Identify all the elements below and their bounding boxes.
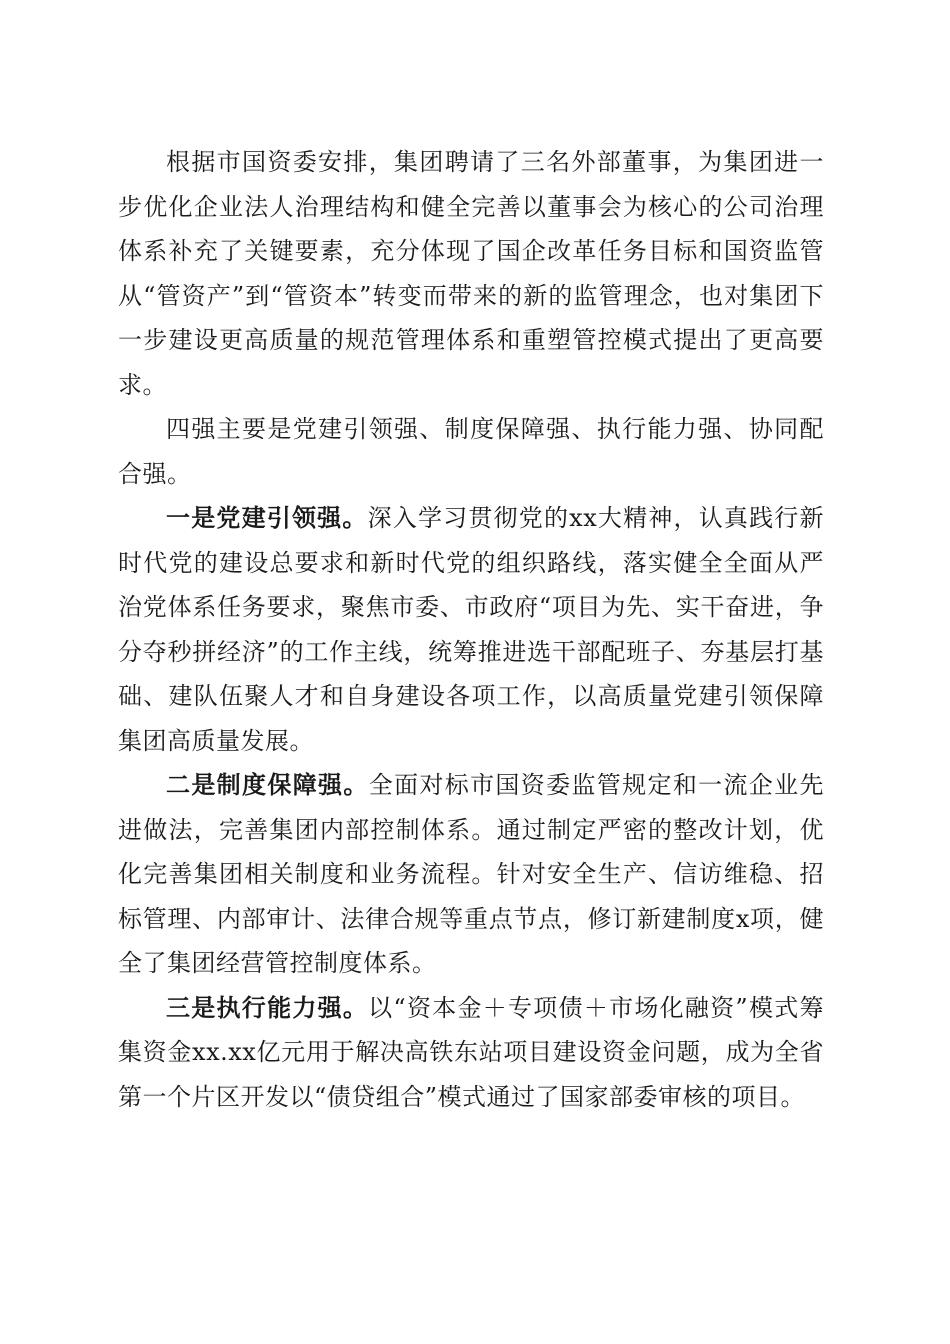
paragraph-party-building	[118, 496, 824, 763]
paragraph-text: 深入学习贯彻党的xx大精神，认真践行新时代党的建设总要求和新时代党的组织路线，落实健全全面从严治党体系任务要求，聚焦市委、市政府“项目为先、实干奋进，争分夺秒拼经济”的工作主线，统筹推进选干部配班子、夯基层打基础、建队伍聚人才和自身建设各项工作，以高质量党建引领保障集团高质量发展。	[118, 504, 824, 755]
paragraph-four-strengths-summary	[118, 407, 824, 496]
paragraph-lead: 三是执行能力强。	[166, 992, 369, 1022]
paragraph-execution-capability	[118, 986, 824, 1120]
paragraph-institutional-guarantee	[118, 763, 824, 986]
paragraph-lead: 一是党建引领强。	[166, 503, 368, 532]
paragraph-text: 全面对标市国资委监管规定和一流企业先进做法，完善集团内部控制体系。通过制定严密的整改计划，优化完善集团相关制度和业务流程。针对安全生产、信访维稳、招标管理、内部审计、法律合规等重点节点，修订新建制度x项，健全了集团经营管控制度体系。	[118, 771, 825, 977]
document-body	[118, 140, 824, 1119]
paragraph-text: 根据市国资委安排，集团聘请了三名外部董事，为集团进一步优化企业法人治理结构和健全完善以董事会为核心的公司治理体系补充了关键要素，充分体现了国企改革任务目标和国资监管从“管资产”到“管资本”转变而带来的新的监管理念，也对集团下一步建设更高质量的规范管理体系和重塑管控模式提出了更高要求。	[118, 148, 824, 399]
paragraph-text: 以“资本金＋专项债＋市场化融资”模式筹集资金xx.xx亿元用于解决高铁东站项目建设资金问题，成为全省第一个片区开发以“债贷组合”模式通过了国家部委审核的项目。	[118, 993, 824, 1111]
paragraph-text: 四强主要是党建引领强、制度保障强、执行能力强、协同配合强。	[118, 415, 824, 488]
paragraph-external-directors	[118, 140, 824, 407]
paragraph-lead: 二是制度保障强。	[166, 770, 369, 799]
